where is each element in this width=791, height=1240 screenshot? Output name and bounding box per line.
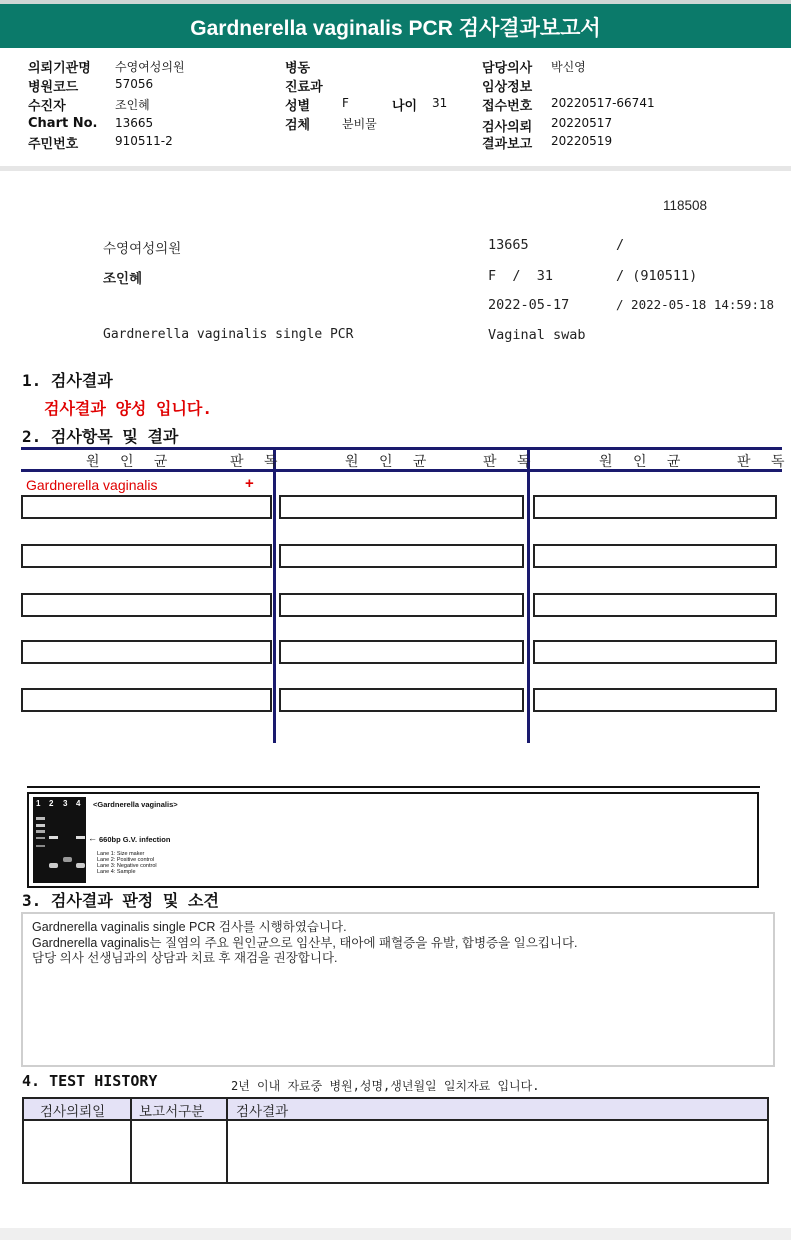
result-box [279,640,524,664]
chart-label: Chart No. [28,116,98,131]
ladder-band [36,824,45,827]
receipt-value: 20220517-66741 [551,96,655,110]
ladder-band [36,830,45,833]
history-note: 2년 이내 자료중 병원,성명,생년월일 일치자료 입니다. [231,1079,540,1093]
band-arrow-icon: ← [88,833,97,843]
institution-value: 수영여성의원 [115,60,185,74]
comment-line: 담당 의사 선생님과의 상담과 치료 후 재검을 권장합니다. [32,951,338,965]
ward-label: 병동 [285,61,311,76]
result-box [21,688,272,712]
report-title: Gardnerella vaginalis PCR 검사결과보고서 [190,17,601,40]
pathogen-result: + [245,475,254,492]
result-box [21,544,272,568]
lane-number: 4 [76,799,81,808]
result-box [279,495,524,519]
col3-judgement-header: 판 독 [737,454,791,470]
gel-legend-item: Lane 2: Positive control [97,857,155,863]
positive-control-band [49,836,58,839]
info-institution: 수영여성의원 [103,241,182,257]
col2-pathogen-header: 원 인 균 [345,454,433,470]
section1-title: 1. 검사결과 [22,371,113,390]
ladder-band [36,837,45,839]
lane-number: 2 [49,799,54,808]
result-box [533,544,777,568]
gel-legend-item: Lane 3: Negative control [97,863,157,869]
gel-top-rule [27,786,760,788]
hospital-code-label: 병원코드 [28,80,79,95]
request-value: 20220517 [551,116,613,130]
history-col-report-type: 보고서구분 [139,1104,205,1120]
info-birth: / (910511) [616,268,698,284]
section4-title: 4. TEST HISTORY [22,1072,158,1090]
primer-band [49,863,58,868]
info-test-name: Gardnerella vaginalis single PCR [103,327,354,342]
clinical-label: 임상정보 [482,80,533,95]
header-separator [0,166,791,171]
info-slash: / [616,237,625,253]
report-value: 20220519 [551,134,613,148]
info-specimen: Vaginal swab [488,327,586,343]
history-col-request-date: 검사의뢰일 [40,1104,106,1120]
section3-title: 3. 검사결과 판정 및 소견 [22,891,219,910]
receipt-label: 접수번호 [482,99,533,114]
patient-label: 수진자 [28,99,66,114]
result-box [533,495,777,519]
specimen-value: 분비물 [342,117,377,131]
history-col-divider [130,1099,132,1182]
col3-pathogen-header: 원 인 균 [599,454,687,470]
hospital-code-value: 57056 [115,77,154,91]
doctor-value: 박신영 [551,60,586,74]
specimen-label: 검체 [285,118,311,133]
info-patient: 조인혜 [103,271,143,287]
result-box [21,495,272,519]
primer-band [76,863,85,868]
institution-label: 의뢰기관명 [28,61,91,76]
age-label: 나이 [392,99,418,114]
result-box [533,593,777,617]
column-divider-1 [273,447,276,743]
footer-band [0,1228,791,1240]
gel-band-label: 660bp G.V. infection [99,835,171,844]
pathogen-name: Gardnerella vaginalis [26,477,158,493]
request-label: 검사의뢰 [482,120,533,135]
comment-line: Gardnerella vaginalis는 질염의 주요 원인균으로 임산부, 태아에 패혈증을 유발, 합병증을 일으킵니다. [32,935,578,950]
info-reported: / 2022-05-18 14:59:18 [616,297,775,312]
gel-title: <Gardnerella vaginalis> [93,800,178,809]
age-value: 31 [432,96,448,110]
sample-band [76,836,85,839]
info-received: 2022-05-17 [488,297,570,313]
col2-judgement-header: 판 독 [483,454,537,470]
report-number: 118508 [663,198,708,213]
sex-label: 성별 [285,99,311,114]
sex-value: F [342,96,349,110]
result-box [533,640,777,664]
column-divider-2 [527,447,530,743]
ladder-band [36,845,45,847]
comment-line: Gardnerella vaginalis single PCR 검사를 시행하였습니다. [32,920,347,934]
result-box [279,593,524,617]
dept-label: 진료과 [285,80,323,95]
rrn-label: 주민번호 [28,137,79,152]
gel-legend-item: Lane 1: Size maker [97,851,145,857]
result-box [279,544,524,568]
lane-number: 1 [36,799,41,808]
result-box [21,640,272,664]
primer-band [63,857,72,862]
gel-legend-item: Lane 4: Sample [97,869,136,875]
history-col-divider [226,1099,228,1182]
patient-value: 조인혜 [115,98,150,112]
report-label: 결과보고 [482,137,533,152]
rrn-value: 910511-2 [115,134,173,148]
comments-text [32,920,772,967]
col1-pathogen-header: 원 인 균 [86,454,174,470]
chart-value: 13665 [115,116,154,130]
section2-title: 2. 검사항목 및 결과 [22,427,179,446]
result-box [279,688,524,712]
ladder-band [36,817,45,820]
result-box [533,688,777,712]
result-box [21,593,272,617]
history-col-result: 검사결과 [236,1104,289,1120]
lane-number: 3 [63,799,68,808]
gel-image [33,797,86,883]
col1-judgement-header: 판 독 [230,454,284,470]
table-top-rule [21,447,782,450]
history-table-header [24,1099,767,1121]
result-summary: 검사결과 양성 입니다. [44,399,213,418]
info-sex-age: F / 31 [488,268,554,284]
info-chart-no: 13665 [488,237,529,253]
doctor-label: 담당의사 [482,61,533,76]
